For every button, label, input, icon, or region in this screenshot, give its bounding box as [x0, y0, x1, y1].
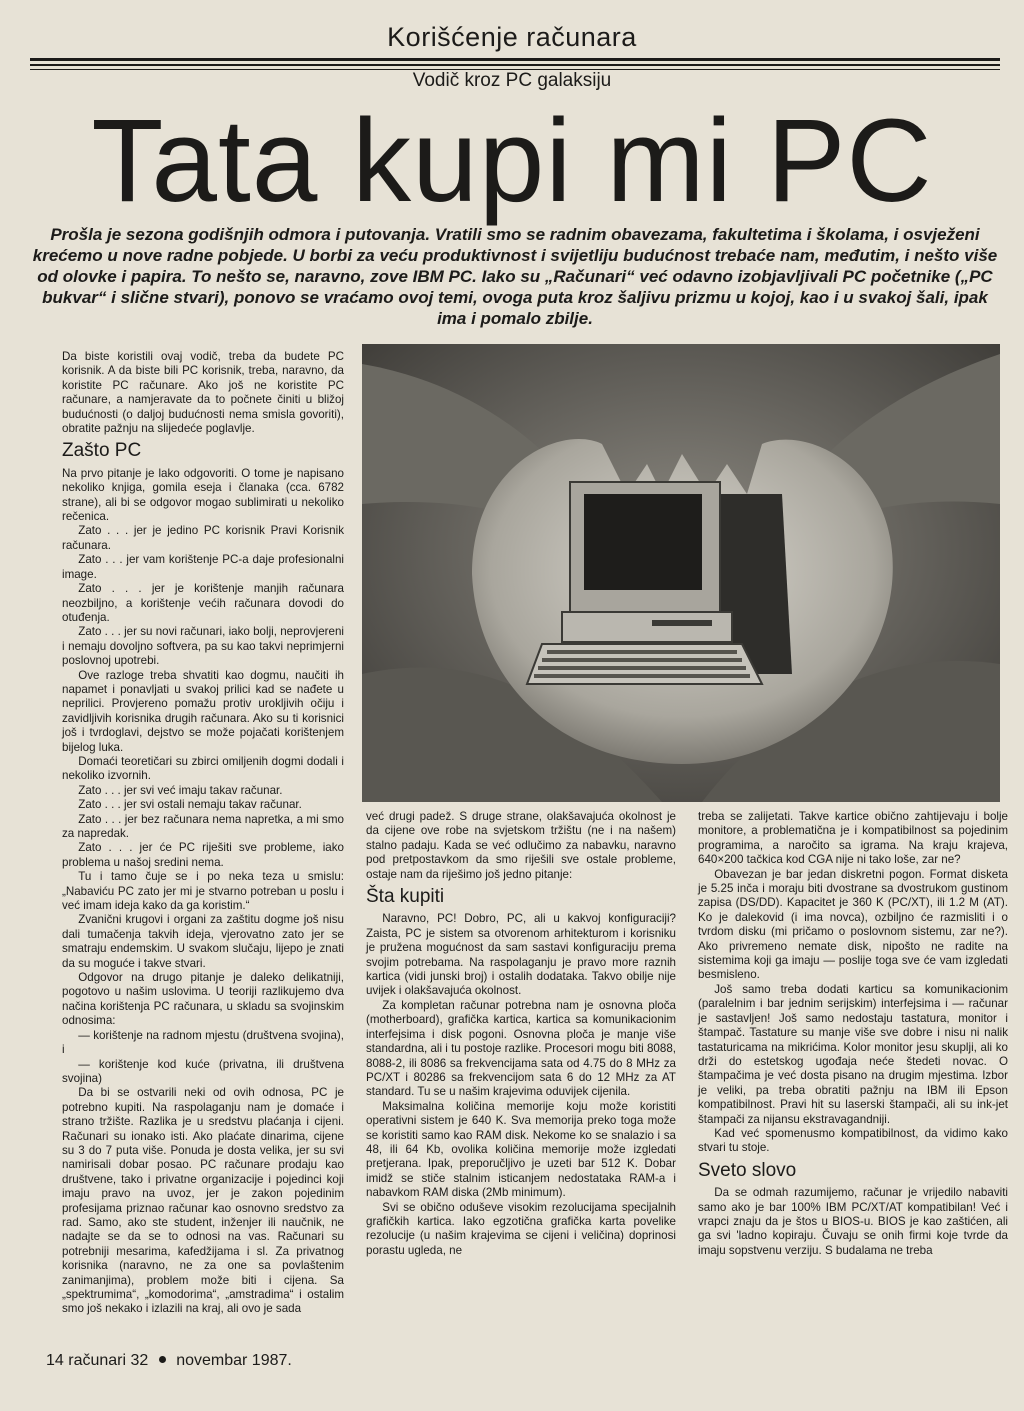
article-subtitle: Vodič kroz PC galaksiju [412, 70, 612, 91]
body-paragraph: Na prvo pitanje je lako odgovoriti. O tome je napisano nekoliko knjiga, gomila eseja i članaka (cca. 6782 strane), ali bi se odgovor mogao sublimirati u nekoliko rečenica. [62, 466, 344, 524]
body-paragraph: Ove razloge treba shvatiti kao dogmu, naučiti ih napamet i ponavljati u svakoj prilici kad se nađete u neprilici. Provjereno pomažu protiv urokljivih očiju i zavidljivih korisnika drugih računara. Ako su ti korisnici još i tvrdoglavi, dejstvo se može pojačati korištenjem bijelog luka. [62, 668, 344, 754]
header-rule [30, 64, 1000, 66]
body-paragraph: Još samo treba dodati karticu sa komunikacionim (paralelnim i bar jednim serijskim) interfejsima i — računar je sastavljen! Još samo nedostaju tastatura, monitor i štampač. Tastature su manje više sve dobre i nisu ni nalik tastaturicama na mikrićima. Kolor monitor jesu skuplji, ali ko drži do estetskog ugođaja neće štedeti novac. O štampačima je već dosta pisano na drugim mjestima. Izbor je veliki, pa treba obratiti pažnju na IBM ili Epson kompatibilnost. Pravi hit su laserski štampači, ali su ink-jet štampači za nijansu ekstravagandniji. [698, 982, 1008, 1126]
intro-paragraph: Da biste koristili ovaj vodič, treba da budete PC korisnik. A da biste bili PC korisnik, treba, naravno, da koristite PC računare. Ako još ne koristite PC računare, a namjeravate da to počnete činiti u bližoj budućnosti (o daljoj budućnosti nema smisla govoriti), obratite pažnju na slijedeće poglavlje. [62, 350, 344, 436]
page-number: 14 [46, 1352, 64, 1369]
body-paragraph: Zato . . . jer je jedino PC korisnik Pravi Korisnik računara. [62, 524, 344, 552]
body-paragraph: Obavezan je bar jedan diskretni pogon. Format disketa je 5.25 inča i moraju biti dvostrane sa dvostrukom gustinom zapisa (DS/DD). Kapacitet je 360 K (PC/XT), ili 1.2 M (AT). Ko je dalekovid (i ima novca), ozbiljno će razmisliti i o tvrdom disku (mi pričamo o poslovnom sistemu, zar ne?). Ako privremeno nemate disk, nipošto ne radite na sistemima koji ga imaju — poslije toga sve će vam izgledati besmisleno. [698, 867, 1008, 982]
body-paragraph: Da bi se ostvarili neki od ovih odnosa, PC je potrebno kupiti. Na raspolaganju nam je domaće i strano tržište. Razlika je u sredstvu plaćanja i cijeni. Računari su ionako isti. Ako plaćate dinarima, cijene su 3 do 7 puta više. Ponuda je dosta velika, jer su svi namirisali dobar posao. PC računare prodaju kao društvene, tako i privatne organizacije i pojedinci koji imaju pravo na uvoz, jer je zakon pojedinim profesijama priznao računar kao osnovno sredstvo za rad. Samo, ako ste student, inženjer ili naučnik, ne nadajte se da se to odnosi na vas. Računari su potrebniji mesarima, kafedžijama i sl. Za privatnog korisnika (naravno, ne za one sa povlaštenim zanimanjima), problem može biti i cijena. Sa „spektrumima“, „komodorima“, „amstradima“ i ostalim smo još nekako i izlazili na kraj, ali ovo je sada [62, 1086, 344, 1316]
issue-date: novembar 1987. [176, 1352, 292, 1369]
article-headline: Tata kupi mi PC [91, 95, 933, 227]
body-paragraph: Naravno, PC! Dobro, PC, ali u kakvoj konfiguraciji? Zaista, PC je sistem sa otvorenom arhitekturom i korisniku je pružena mogućnost da sam sastavi konfiguraciju prema svojim potrebama. Na raspolaganju je pravo more raznih kartica (vidi junski broj) i ostalih dodataka. Takvo obilje nije uvijek i olakšavajuća okolnost. [366, 912, 676, 998]
body-paragraph: Zato . . . jer vam korištenje PC-a daje profesionalni image. [62, 553, 344, 581]
body-paragraph: Zato . . . jer svi ostali nemaju takav računar. [78, 798, 302, 812]
body-paragraph: Za kompletan računar potrebna nam je osnovna ploča (motherboard), grafička kartica, kartica sa komunikacionim interfejsima i disk pogoni. Osnovna ploča je manje više standardna, ali i tu postoje razlike. Procesori mogu biti 8088, 8088-2, ili 8086 sa frekvencijama sata od 4.75 do 8 MHz za PC/XT i 80286 sa frekvencijom sata 6 do 12 MHz za AT standard. Tu se u našim krajevima oduvijek cijenila. [366, 998, 676, 1099]
body-paragraph: Zato . . . jer će PC riješiti sve probleme, iako problema u našoj sredini nema. [62, 841, 344, 869]
section-title: Korišćenje računara [387, 22, 637, 52]
article-column-2 [366, 810, 676, 1258]
body-paragraph: Zvanični krugovi i organi za zaštitu dogme još nisu dali tumačenja takvih ideja, vjerovatno zato jer se smatraju endemskim. U svakom slučaju, lijepo je znati da su moguće i takve stvari. [62, 913, 344, 970]
body-paragraph: — korištenje kod kuće (privatna, ili društvena svojina) [62, 1057, 344, 1085]
body-paragraph: već drugi padež. S druge strane, olakšavajuća okolnost je da cijene ove robe na svjetskom tržištu (ne i na našem) stalno padaju. Kada se već odlučimo za nabavku, naravno pod pretpostavkom da smo riješili sve ostale probleme, ostaje nam da riješimo još jedno pitanje: [366, 810, 676, 881]
body-paragraph: Domaći teoretičari su zbirci omiljenih dogmi dodali i nekoliko izvornih. [62, 754, 344, 783]
body-paragraph: Da se odmah razumijemo, računar je vrijedilo nabaviti samo ako je bar 100% IBM PC/XT/AT kompatibilan! Već i vrapci znaju da je štos u BIOS-u. BIOS je kao zaštićen, ali ga svi 'ladno kopiraju. Čuvaju se onih firmi koje tvrde da imaju sopstvenu verziju. S budalama ne treba [698, 1186, 1008, 1257]
body-paragraph: Maksimalna količina memorije koju može koristiti operativni sistem je 640 K. Sva memorija preko toga može se koristiti samo kao RAM disk. Nekome ko se snalazio i sa 48, ili 64 Kb, ovolika količina memorije može izgledati pretjerana. Ipak, preporučljivo je uzeti bar 512 K. Dobar imidž se stiče stalnim isticanjem nedostataka RAM-a i nabavkom RAM diska (2Mb minimum). [366, 1099, 676, 1200]
body-paragraph: Svi se obično oduševe visokim rezolucijama specijalnih grafičkih kartica. Iako egzotična grafička karta povelike rezolucije (u našim krajevima se cijeni i veličina) doprinosi porastu ugleda, ne [366, 1200, 676, 1257]
article-column-3 [698, 810, 1008, 1258]
body-paragraph: — korištenje na radnom mjestu (društvena svojina), i [62, 1028, 344, 1057]
page-footer [46, 1352, 292, 1370]
body-paragraph: Odgovor na drugo pitanje je daleko delikatniji, pogotovo u našim uslovima. U teoriji razlikujemo dva načina korištenja PC računara, u skladu sa svojinskim odnosima: [62, 971, 344, 1028]
body-paragraph: Kad već spomenusmo kompatibilnost, da vidimo kako stvari tu stoje. [698, 1126, 1008, 1155]
magazine-issue: računari 32 [68, 1352, 149, 1369]
body-paragraph: Zato . . . jer svi već imaju takav računar. [78, 783, 283, 797]
section-heading-zasto-pc: Zašto PC [62, 440, 142, 462]
section-heading-sveto-slovo: Sveto slovo [698, 1159, 797, 1181]
computer-in-egg-photo [362, 344, 1000, 802]
body-paragraph: Zato . . . jer su novi računari, iako bolji, neprovjereni i nemaju dovoljno softvera, pa su kao takvi neprimjerni poslovnoj upotrebi. [62, 625, 344, 668]
article-lead: Prošla je sezona godišnjih odmora i putovanja. Vratili smo se radnim obavezama, fakultetima i školama, i osvježeni krećemo u nove radne pobjede. U borbi za veću produktivnost i svijetliju budućnost trebaće nam, međutim, i nešto više od olovke i papira. To nešto se, naravno, zove IBM PC. Iako su „Računari“ već odavno izobjavljivali PC početnike („PC bukvar“ i slične stvari), ponovo se vraćamo ovoj temi, ovoga puta kroz šaljivu prizmu u kojoj, kao i u svakoj šali, ipak ima i pomalo zbilje. [32, 225, 998, 328]
body-paragraph: Zato . . . jer bez računara nema napretka, a mi smo za napredak. [62, 812, 344, 840]
bullet-dot [159, 1356, 166, 1363]
computer-in-egg-illustration [362, 344, 1000, 802]
body-paragraph: Zato . . . jer je korištenje manjih računara neozbiljno, a korištenje većih računara dovodi do otuđenja. [62, 582, 344, 624]
section-heading-sta-kupiti: Šta kupiti [366, 886, 445, 908]
header-rule [30, 58, 1000, 61]
body-paragraph: Tu i tamo čuje se i po neka teza u smislu: „Nabaviću PC zato jer mi je stvarno potreban u poslu i već imam ideja kako da ga koristim.“ [62, 870, 344, 913]
article-column-1 [62, 350, 344, 1317]
body-paragraph: treba se zalijetati. Takve kartice obično zahtijevaju i bolje monitore, a problematična je i kompatibilnost sa pojedinim programima, a naročito sa igrama. Na kraju krajeva, 640×200 tačkica kod CGA nije ni tako loše, zar ne? [698, 810, 1008, 867]
